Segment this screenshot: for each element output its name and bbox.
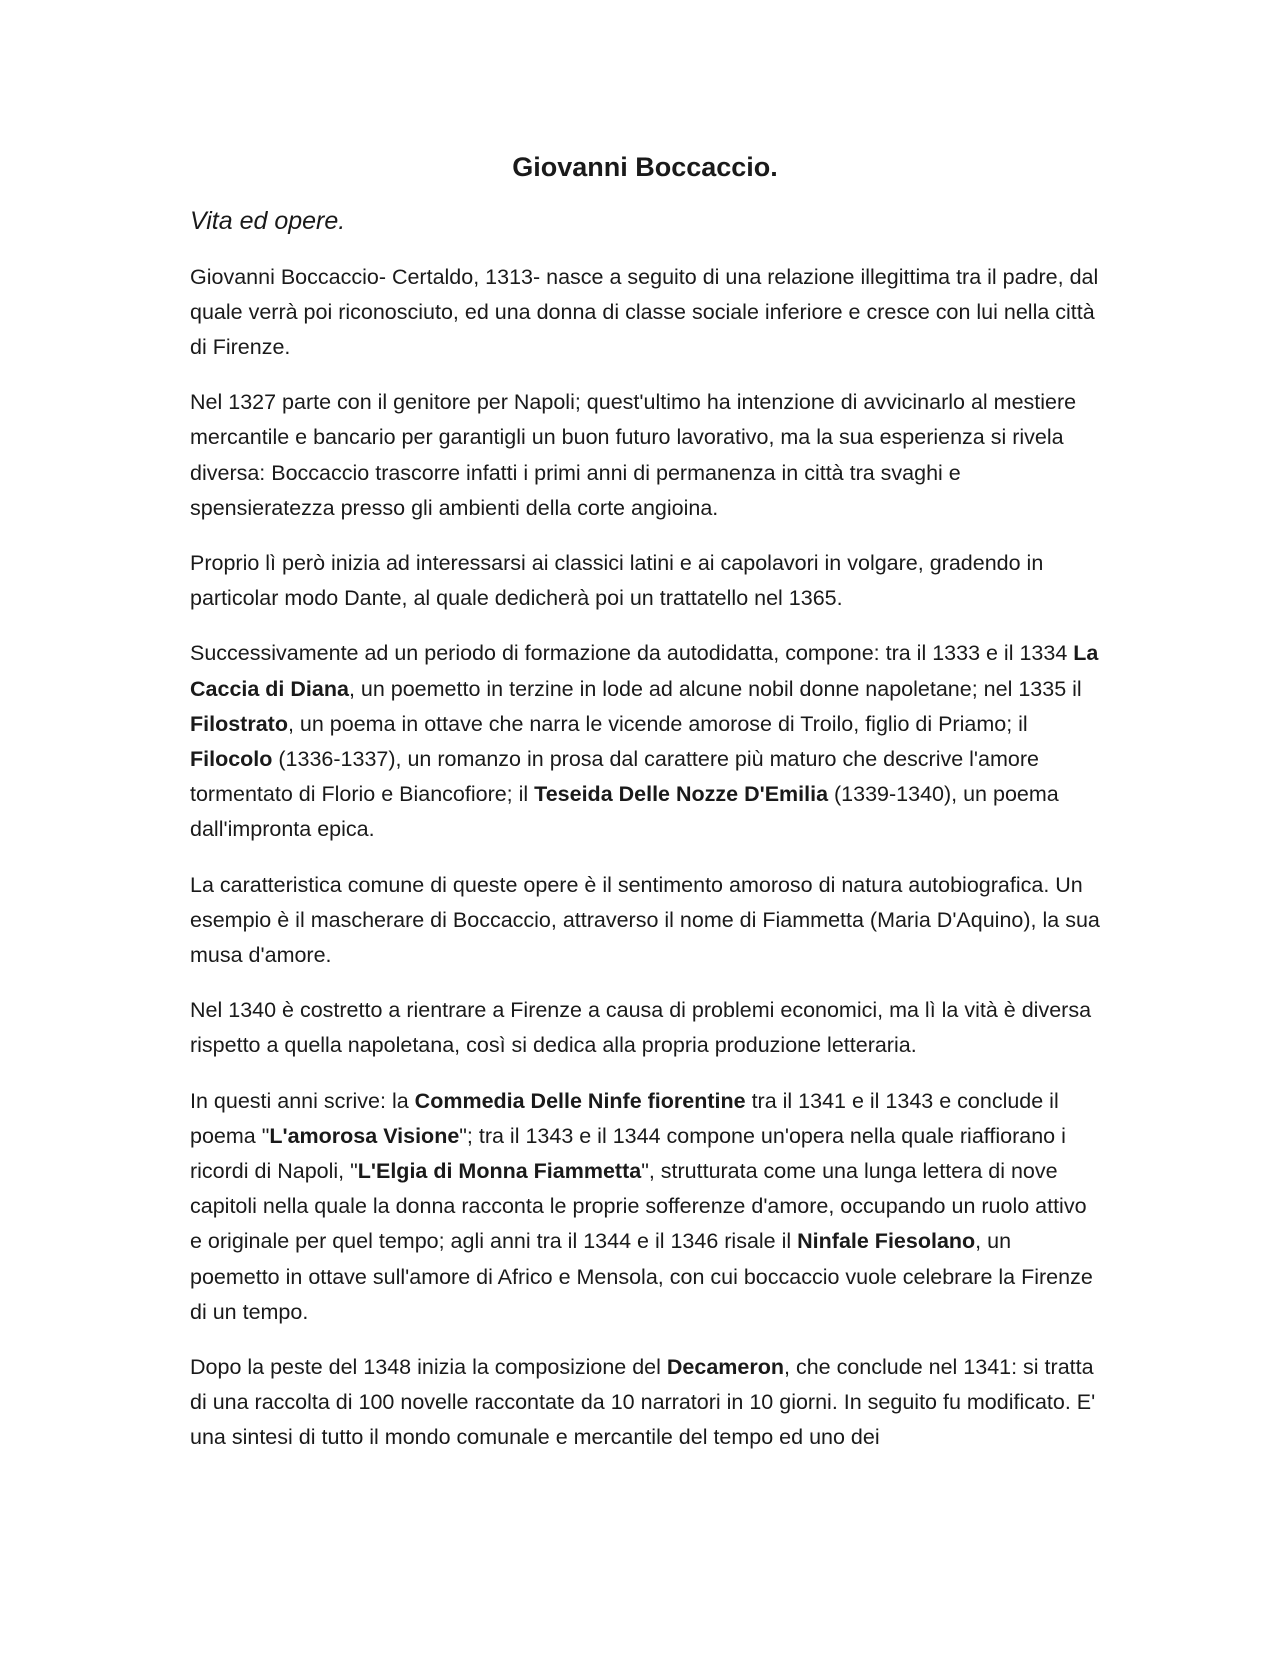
document-subtitle: Vita ed opere.	[190, 207, 346, 236]
paragraph-text: Nel 1340 è costretto a rientrare a Firenze a causa di problemi economici, ma lì la vità è diversa rispetto a quella napoletana, così si dedica alla propria produzione letteraria.	[190, 998, 1092, 1058]
document-page	[190, 150, 1100, 1476]
paragraph-text: Dopo la peste del 1348 inizia la composizione del	[190, 1355, 667, 1380]
paragraph-4	[190, 636, 1100, 847]
work-title-filocolo: Filocolo	[190, 747, 273, 772]
paragraph-text: (1339-1340), un poema dall'impronta epica.	[190, 782, 1059, 842]
paragraph-3	[190, 546, 1100, 616]
paragraph-text: tra il 1341 e il 1343 e conclude il poema "	[190, 1088, 1059, 1148]
work-title-amorosa-visione: L'amorosa Visione	[269, 1123, 460, 1148]
paragraph-text: La caratteristica comune di queste opere è il sentimento amoroso di natura autobiografica. Un esempio è il mascherare di Boccaccio, attraverso il nome di Fiammetta (Maria D'Aquino), la sua musa d'amore.	[190, 872, 1100, 968]
paragraph-8	[190, 1350, 1100, 1456]
work-title-commedia-ninfe: Commedia Delle Ninfe fiorentine	[414, 1088, 746, 1113]
work-title-filostrato: Filostrato	[190, 711, 288, 736]
work-title-caccia-di-diana: La Caccia di Diana	[190, 641, 1099, 701]
paragraph-text: Successivamente ad un periodo di formazione da autodidatta, compone: tra il 1333 e il 1334	[190, 641, 1074, 666]
paragraph-text: "; tra il 1343 e il 1344 compone un'opera nella quale riaffiorano i ricordi di Napoli, "	[190, 1123, 1066, 1184]
work-title-decameron: Decameron	[666, 1355, 784, 1380]
paragraph-2	[190, 385, 1100, 526]
paragraph-text: , un poema in ottave che narra le vicende amorose di Troilo, figlio di Priamo; il	[287, 711, 1028, 736]
document-title: Giovanni Boccaccio.	[512, 152, 778, 182]
paragraph-text: , che conclude nel 1341: si tratta di una raccolta di 100 novelle raccontate da 10 narratori in 10 giorni. In seguito fu modificato. E' una sintesi di tutto il mondo comunale e mercantile del tempo ed uno dei	[190, 1355, 1096, 1450]
paragraph-text: , un poemetto in terzine in lode ad alcune nobil donne napoletane; nel 1335 il	[348, 676, 1082, 701]
paragraph-text: ", strutturata come una lunga lettera di nove capitoli nella quale la donna racconta le proprie sofferenze d'amore, occupando un ruolo attivo e originale per quel tempo; agli anni tra il 1344 e il 1346 risale il	[190, 1159, 1087, 1254]
paragraph-5	[190, 868, 1100, 974]
paragraph-text: (1336-1337), un romanzo in prosa dal carattere più maturo che descrive l'amore tormentato di Florio e Biancofiore; il	[190, 747, 1039, 807]
paragraph-7	[190, 1084, 1100, 1330]
work-title-teseida: Teseida Delle Nozze D'Emilia	[534, 782, 829, 807]
paragraph-text: Nel 1327 parte con il genitore per Napoli; quest'ultimo ha intenzione di avvicinarlo al mestiere mercantile e bancario per garantigli un buon futuro lavorativo, ma la sua esperienza si rivela diversa: Boccaccio trascorre infatti i primi anni di permanenza in città tra svaghi e spensieratezza presso gli ambienti della corte angioina.	[190, 390, 1077, 520]
paragraph-6	[190, 993, 1100, 1063]
work-title-elegia-fiammetta: L'Elgia di Monna Fiammetta	[357, 1159, 642, 1184]
paragraph-text: Giovanni Boccaccio- Certaldo, 1313- nasce a seguito di una relazione illegittima tra il padre, dal quale verrà poi riconosciuto, ed una donna di classe sociale inferiore e cresce con lui nella città di Firenze.	[190, 264, 1099, 359]
work-title-ninfale-fiesolano: Ninfale Fiesolano	[797, 1229, 976, 1254]
paragraph-text: In questi anni scrive: la	[190, 1088, 415, 1113]
paragraph-1	[190, 260, 1100, 366]
paragraph-text: , un poemetto in ottave sull'amore di Africo e Mensola, con cui boccaccio vuole celebrare la Firenze di un tempo.	[190, 1229, 1093, 1324]
paragraph-text: Proprio lì però inizia ad interessarsi ai classici latini e ai capolavori in volgare, gradendo in particolar modo Dante, al quale dedicherà poi un trattatello nel 1365.	[190, 551, 1044, 611]
